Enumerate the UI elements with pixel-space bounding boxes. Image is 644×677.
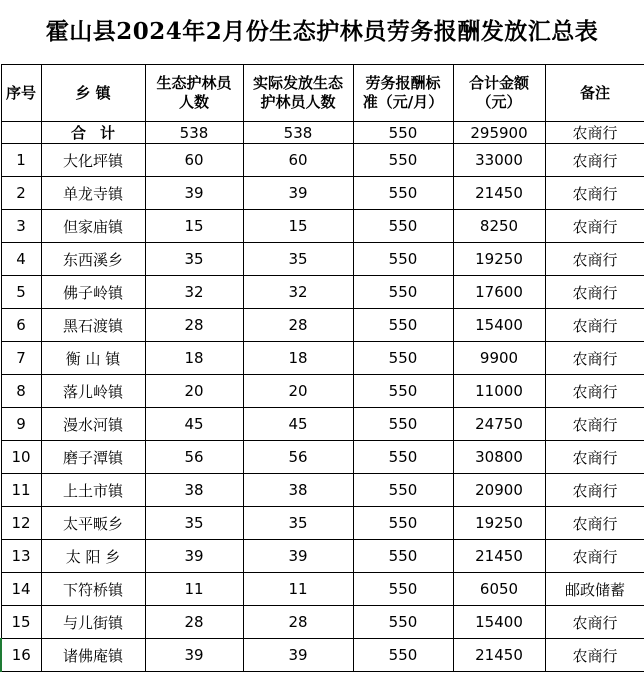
row-actual-cell[interactable]: 35 xyxy=(243,243,353,276)
row-note-cell[interactable]: 农商行 xyxy=(545,342,644,375)
row-rate-cell[interactable]: 550 xyxy=(353,573,453,606)
row-actual-cell[interactable]: 39 xyxy=(243,540,353,573)
header-town[interactable]: 乡 镇 xyxy=(41,65,145,122)
table-row xyxy=(1,309,644,342)
row-rangers-cell[interactable]: 28 xyxy=(145,309,243,342)
row-actual-cell[interactable]: 20 xyxy=(243,375,353,408)
row-rate-cell[interactable]: 550 xyxy=(353,441,453,474)
row-actual-cell[interactable]: 39 xyxy=(243,639,353,672)
row-rangers-cell[interactable]: 18 xyxy=(145,342,243,375)
row-note-cell[interactable]: 邮政储蓄 xyxy=(545,573,644,606)
row-note-cell[interactable]: 农商行 xyxy=(545,408,644,441)
row-note-cell[interactable]: 农商行 xyxy=(545,375,644,408)
row-no-cell[interactable]: 11 xyxy=(1,474,41,507)
row-actual-cell[interactable]: 56 xyxy=(243,441,353,474)
row-note-cell[interactable]: 农商行 xyxy=(545,309,644,342)
row-note-cell[interactable]: 农商行 xyxy=(545,144,644,177)
header-rangers-line1: 生态护林员 xyxy=(156,74,232,92)
table-row xyxy=(1,243,644,276)
row-amount-cell[interactable]: 9900 xyxy=(453,342,545,375)
total-amount-cell[interactable]: 295900 xyxy=(453,122,545,144)
row-actual-cell[interactable]: 35 xyxy=(243,507,353,540)
row-rate-cell[interactable]: 550 xyxy=(353,342,453,375)
row-amount-cell[interactable]: 17600 xyxy=(453,276,545,309)
header-actual-line2: 护林员人数 xyxy=(260,93,336,111)
row-town-cell[interactable]: 磨子潭镇 xyxy=(41,441,145,474)
table-row xyxy=(1,276,644,309)
total-rangers-cell[interactable]: 538 xyxy=(145,122,243,144)
row-amount-cell[interactable]: 33000 xyxy=(453,144,545,177)
header-actual[interactable] xyxy=(243,65,353,122)
row-no-cell[interactable]: 16 xyxy=(1,639,41,672)
row-town-cell[interactable]: 诸佛庵镇 xyxy=(41,639,145,672)
row-actual-cell[interactable]: 39 xyxy=(243,177,353,210)
total-actual-cell[interactable]: 538 xyxy=(243,122,353,144)
total-label-cell[interactable]: 合计 xyxy=(41,122,145,144)
row-no-cell[interactable]: 14 xyxy=(1,573,41,606)
row-town-cell[interactable]: 单龙寺镇 xyxy=(41,177,145,210)
row-town-cell[interactable]: 黑石渡镇 xyxy=(41,309,145,342)
table-row xyxy=(1,606,644,639)
row-rangers-cell[interactable]: 56 xyxy=(145,441,243,474)
header-row xyxy=(1,65,644,122)
row-note-cell[interactable]: 农商行 xyxy=(545,639,644,672)
row-rangers-cell[interactable]: 20 xyxy=(145,375,243,408)
row-town-cell[interactable]: 但家庙镇 xyxy=(41,210,145,243)
table-row xyxy=(1,474,644,507)
row-town-cell[interactable]: 上土市镇 xyxy=(41,474,145,507)
row-rangers-cell[interactable]: 38 xyxy=(145,474,243,507)
header-amount-line2: （元） xyxy=(476,93,522,111)
row-no-cell[interactable]: 13 xyxy=(1,540,41,573)
row-no-cell[interactable]: 7 xyxy=(1,342,41,375)
row-actual-cell[interactable]: 15 xyxy=(243,210,353,243)
row-amount-cell[interactable]: 19250 xyxy=(453,507,545,540)
row-actual-cell[interactable]: 28 xyxy=(243,606,353,639)
row-actual-cell[interactable]: 18 xyxy=(243,342,353,375)
row-rate-cell[interactable]: 550 xyxy=(353,606,453,639)
row-rate-cell[interactable]: 550 xyxy=(353,243,453,276)
row-note-cell[interactable]: 农商行 xyxy=(545,474,644,507)
row-rangers-cell[interactable]: 11 xyxy=(145,573,243,606)
table-row xyxy=(1,639,644,672)
table-row xyxy=(1,342,644,375)
row-amount-cell[interactable]: 19250 xyxy=(453,243,545,276)
row-rangers-cell[interactable]: 35 xyxy=(145,243,243,276)
row-rate-cell[interactable]: 550 xyxy=(353,507,453,540)
row-rangers-cell[interactable]: 39 xyxy=(145,540,243,573)
row-note-cell[interactable]: 农商行 xyxy=(545,177,644,210)
table-row xyxy=(1,177,644,210)
row-amount-cell[interactable]: 20900 xyxy=(453,474,545,507)
header-amount[interactable] xyxy=(453,65,545,122)
header-actual-line1: 实际发放生态 xyxy=(252,74,343,92)
row-note-cell[interactable]: 农商行 xyxy=(545,210,644,243)
row-rangers-cell[interactable]: 28 xyxy=(145,606,243,639)
row-actual-cell[interactable]: 38 xyxy=(243,474,353,507)
table-row xyxy=(1,540,644,573)
row-rangers-cell[interactable]: 32 xyxy=(145,276,243,309)
row-no-cell[interactable]: 4 xyxy=(1,243,41,276)
header-rangers-line2: 人数 xyxy=(178,93,209,111)
row-town-cell[interactable]: 大化坪镇 xyxy=(41,144,145,177)
row-no-cell[interactable]: 9 xyxy=(1,408,41,441)
row-rate-cell[interactable]: 550 xyxy=(353,276,453,309)
row-rate-cell[interactable]: 550 xyxy=(353,540,453,573)
row-note-cell[interactable]: 农商行 xyxy=(545,540,644,573)
row-no-cell[interactable]: 15 xyxy=(1,606,41,639)
row-rangers-cell[interactable]: 39 xyxy=(145,177,243,210)
row-amount-cell[interactable]: 8250 xyxy=(453,210,545,243)
header-rate[interactable] xyxy=(353,65,453,122)
row-note-cell[interactable]: 农商行 xyxy=(545,276,644,309)
row-actual-cell[interactable]: 11 xyxy=(243,573,353,606)
row-rate-cell[interactable]: 550 xyxy=(353,177,453,210)
row-amount-cell[interactable]: 24750 xyxy=(453,408,545,441)
page-title: 霍山县2024年2月份生态护林员劳务报酬发放汇总表 xyxy=(45,18,599,45)
row-rangers-cell[interactable]: 35 xyxy=(145,507,243,540)
row-rangers-cell[interactable]: 60 xyxy=(145,144,243,177)
row-no-cell[interactable]: 3 xyxy=(1,210,41,243)
header-note[interactable]: 备注 xyxy=(545,65,644,122)
row-amount-cell[interactable]: 21450 xyxy=(453,540,545,573)
header-rate-line1: 劳务报酬标 xyxy=(365,74,441,92)
row-note-cell[interactable]: 农商行 xyxy=(545,243,644,276)
row-no-cell[interactable]: 6 xyxy=(1,309,41,342)
row-rate-cell[interactable]: 550 xyxy=(353,408,453,441)
row-amount-cell[interactable]: 6050 xyxy=(453,573,545,606)
row-rate-cell[interactable]: 550 xyxy=(353,309,453,342)
row-rangers-cell[interactable]: 15 xyxy=(145,210,243,243)
total-note-cell[interactable]: 农商行 xyxy=(545,122,644,144)
table-row xyxy=(1,408,644,441)
row-town-cell[interactable]: 落儿岭镇 xyxy=(41,375,145,408)
table-row xyxy=(1,441,644,474)
header-rate-line2: 准（元/月） xyxy=(362,93,444,111)
row-rate-cell[interactable]: 550 xyxy=(353,474,453,507)
row-no-cell[interactable]: 10 xyxy=(1,441,41,474)
header-rangers[interactable] xyxy=(145,65,243,122)
row-town-cell[interactable]: 与儿街镇 xyxy=(41,606,145,639)
row-actual-cell[interactable]: 28 xyxy=(243,309,353,342)
table-row xyxy=(1,144,644,177)
row-town-cell[interactable]: 太 阳 乡 xyxy=(41,540,145,573)
row-rate-cell[interactable]: 550 xyxy=(353,144,453,177)
row-town-cell[interactable]: 佛子岭镇 xyxy=(41,276,145,309)
row-town-cell[interactable]: 太平畈乡 xyxy=(41,507,145,540)
row-amount-cell[interactable]: 30800 xyxy=(453,441,545,474)
row-no-cell[interactable]: 8 xyxy=(1,375,41,408)
row-rate-cell[interactable]: 550 xyxy=(353,639,453,672)
row-town-cell[interactable]: 漫水河镇 xyxy=(41,408,145,441)
row-no-cell[interactable]: 2 xyxy=(1,177,41,210)
row-note-cell[interactable]: 农商行 xyxy=(545,606,644,639)
row-rangers-cell[interactable]: 45 xyxy=(145,408,243,441)
row-town-cell[interactable]: 衡 山 镇 xyxy=(41,342,145,375)
row-rate-cell[interactable]: 550 xyxy=(353,375,453,408)
row-actual-cell[interactable]: 45 xyxy=(243,408,353,441)
row-town-cell[interactable]: 东西溪乡 xyxy=(41,243,145,276)
row-no-cell[interactable]: 12 xyxy=(1,507,41,540)
summary-table xyxy=(0,64,644,672)
table-row xyxy=(1,573,644,606)
total-row xyxy=(1,122,644,144)
row-no-cell[interactable]: 1 xyxy=(1,144,41,177)
row-note-cell[interactable]: 农商行 xyxy=(545,441,644,474)
table-row xyxy=(1,507,644,540)
row-note-cell[interactable]: 农商行 xyxy=(545,507,644,540)
row-town-cell[interactable]: 下符桥镇 xyxy=(41,573,145,606)
row-amount-cell[interactable]: 11000 xyxy=(453,375,545,408)
row-no-cell[interactable]: 5 xyxy=(1,276,41,309)
total-no-cell[interactable] xyxy=(1,122,41,144)
row-amount-cell[interactable]: 15400 xyxy=(453,309,545,342)
header-no[interactable]: 序号 xyxy=(1,65,41,122)
total-rate-cell[interactable]: 550 xyxy=(353,122,453,144)
row-amount-cell[interactable]: 15400 xyxy=(453,606,545,639)
row-actual-cell[interactable]: 32 xyxy=(243,276,353,309)
row-actual-cell[interactable]: 60 xyxy=(243,144,353,177)
row-amount-cell[interactable]: 21450 xyxy=(453,177,545,210)
header-amount-line1: 合计金额 xyxy=(468,74,529,92)
row-rate-cell[interactable]: 550 xyxy=(353,210,453,243)
table-row xyxy=(1,210,644,243)
table-row xyxy=(1,375,644,408)
row-amount-cell[interactable]: 21450 xyxy=(453,639,545,672)
row-rangers-cell[interactable]: 39 xyxy=(145,639,243,672)
